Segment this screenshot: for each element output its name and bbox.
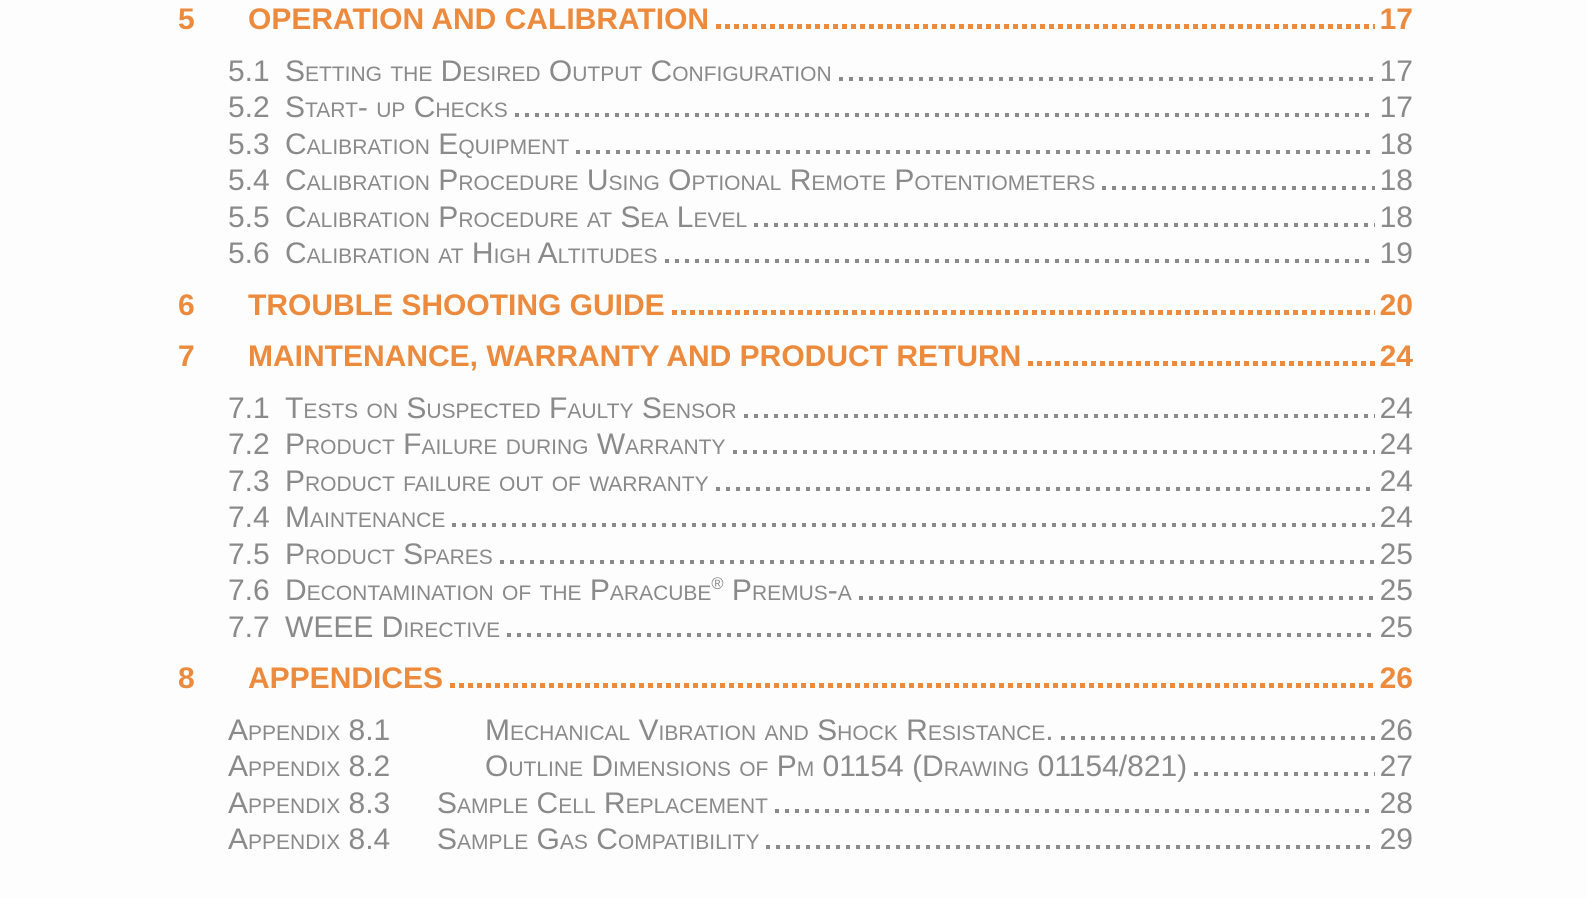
toc-entry[interactable] (228, 391, 1413, 428)
entry-number: Appendix 8.1 (228, 713, 391, 747)
toc-entry[interactable] (228, 427, 1413, 464)
table-of-contents (0, 2, 1587, 859)
page-number: 24 (1379, 501, 1413, 534)
dot-leader (515, 113, 1375, 117)
entry-number: 7.4 (228, 501, 270, 534)
entry-title: Product Spares (285, 537, 493, 571)
page-number: 17 (1379, 3, 1413, 36)
toc-entry[interactable] (228, 163, 1413, 200)
dot-leader (744, 414, 1375, 418)
entry-title: WEEE Directive (285, 610, 501, 644)
toc-entry[interactable] (228, 54, 1413, 91)
page-number: 18 (1379, 127, 1413, 161)
entry-title (285, 573, 852, 610)
page-number: 24 (1379, 340, 1413, 373)
toc-appendix-entry[interactable] (228, 713, 1413, 750)
entry-title: Maintenance (285, 501, 446, 534)
toc-appendix-entry[interactable] (228, 749, 1413, 786)
page-number: 28 (1379, 786, 1413, 820)
dot-leader (1102, 186, 1374, 190)
toc-appendix-entry[interactable] (228, 822, 1413, 859)
dot-leader (839, 77, 1375, 81)
entry-title-text: Decontamination of the Paracube (285, 574, 712, 607)
entry-number: 7.2 (228, 428, 270, 461)
toc-section-heading[interactable] (178, 2, 1413, 39)
toc-entry[interactable] (228, 500, 1413, 537)
entry-number: 7.6 (228, 574, 270, 607)
dot-leader (1028, 361, 1374, 366)
page-number: 18 (1379, 200, 1413, 234)
page-number: 24 (1379, 391, 1413, 425)
toc-entry[interactable] (228, 90, 1413, 127)
registered-trademark-symbol: ® (711, 575, 724, 593)
page-number: 26 (1379, 662, 1413, 695)
page-number: 25 (1379, 537, 1413, 571)
dot-leader (450, 683, 1375, 688)
dot-leader (859, 596, 1375, 600)
page-number: 17 (1379, 91, 1413, 124)
toc-section-heading[interactable] (178, 339, 1413, 376)
toc-appendix-entry[interactable] (228, 786, 1413, 823)
page-number: 19 (1379, 237, 1413, 270)
entry-title: Start- up Checks (285, 91, 508, 124)
entry-title: Calibration Equipment (285, 127, 570, 161)
entry-number: Appendix 8.4 (228, 823, 391, 856)
entry-number: 7.3 (228, 464, 270, 498)
entry-number: 5.6 (228, 237, 270, 270)
toc-section-heading[interactable] (178, 288, 1413, 325)
entry-number: 5.5 (228, 200, 270, 234)
dot-leader (754, 223, 1374, 227)
dot-leader (500, 560, 1375, 564)
section-number: 8 (178, 662, 195, 695)
page-number: 18 (1379, 164, 1413, 197)
dot-leader (665, 259, 1375, 263)
section-title: MAINTENANCE, WARRANTY AND PRODUCT RETURN (248, 340, 1022, 373)
toc-entry[interactable] (228, 537, 1413, 574)
dot-leader (1194, 772, 1374, 776)
entry-title: Outline Dimensions of Pm 01154 (Drawing 01154/821) (485, 750, 1188, 783)
entry-title: Mechanical Vibration and Shock Resistance. (485, 713, 1054, 747)
entry-number: 7.5 (228, 537, 270, 571)
page-number: 25 (1379, 574, 1413, 607)
section-number: 5 (178, 3, 195, 36)
entry-number: 5.4 (228, 164, 270, 197)
section-title: APPENDICES (248, 662, 444, 695)
section-number: 6 (178, 288, 195, 322)
entry-title: Calibration Procedure at Sea Level (285, 200, 748, 234)
page-number: 27 (1379, 750, 1413, 783)
page-number: 24 (1379, 464, 1413, 498)
entry-title: Tests on Suspected Faulty Sensor (285, 391, 737, 425)
page-number: 24 (1379, 428, 1413, 461)
entry-title: Calibration at High Altitudes (285, 237, 658, 270)
toc-entry[interactable] (228, 236, 1413, 273)
dot-leader (716, 24, 1375, 29)
entry-number: Appendix 8.2 (228, 750, 391, 783)
dot-leader (1061, 736, 1375, 740)
entry-title: Calibration Procedure Using Optional Remote Potentiometers (285, 164, 1096, 197)
toc-entry[interactable] (228, 464, 1413, 501)
dot-leader (775, 809, 1375, 813)
entry-title: Product Failure during Warranty (285, 428, 726, 461)
entry-number: 5.2 (228, 91, 270, 124)
section-title: OPERATION AND CALIBRATION (248, 3, 710, 36)
entry-number: 7.1 (228, 391, 270, 425)
entry-title: Product failure out of warranty (285, 464, 709, 498)
dot-leader (716, 487, 1375, 491)
dot-leader (452, 523, 1374, 527)
page-number: 29 (1379, 823, 1413, 856)
page-number: 26 (1379, 713, 1413, 747)
page-number: 25 (1379, 610, 1413, 644)
entry-number: 7.7 (228, 610, 270, 644)
dot-leader (766, 845, 1374, 849)
entry-number: 5.1 (228, 54, 270, 88)
section-title: TROUBLE SHOOTING GUIDE (248, 288, 665, 322)
dot-leader (733, 450, 1375, 454)
dot-leader (507, 633, 1374, 637)
entry-title: Sample Gas Compatibility (437, 823, 760, 856)
toc-section-heading[interactable] (178, 661, 1413, 698)
section-number: 7 (178, 340, 195, 373)
toc-entry[interactable] (228, 610, 1413, 647)
entry-number: Appendix 8.3 (228, 786, 391, 820)
entry-title: Sample Cell Replacement (437, 786, 768, 820)
toc-entry[interactable] (228, 200, 1413, 237)
page-number: 17 (1379, 54, 1413, 88)
toc-entry[interactable] (228, 573, 1413, 610)
toc-entry[interactable] (228, 127, 1413, 164)
entry-number: 5.3 (228, 127, 270, 161)
dot-leader (576, 150, 1374, 154)
entry-title-text: Premus-a (723, 574, 852, 607)
entry-title: Setting the Desired Output Configuration (285, 54, 832, 88)
page-number: 20 (1379, 288, 1413, 322)
dot-leader (672, 310, 1375, 315)
